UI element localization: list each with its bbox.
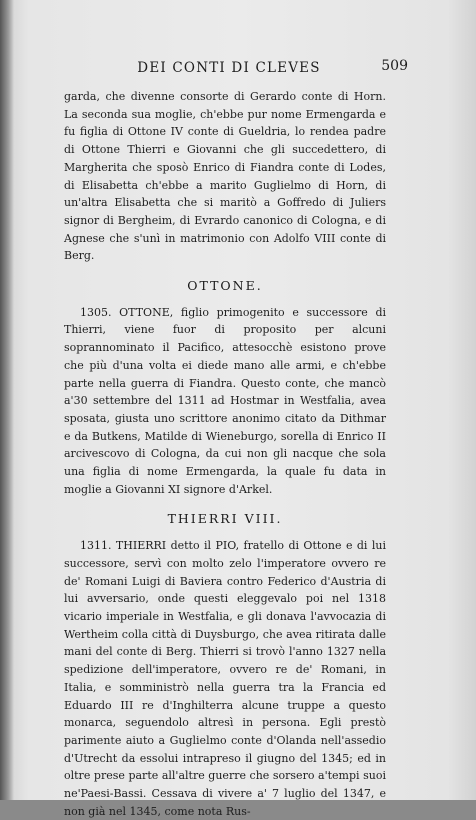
running-title: DEI CONTI DI CLEVES [137, 60, 321, 76]
section-heading-thierri-viii: THIERRI VIII. [167, 511, 283, 527]
section-heading-ottone: OTTONE. [187, 278, 263, 294]
paragraph-thierri-viii: 1311. THIERRI detto il PIO, fratello di Ottone e di lui successore, servì con molto zelo l'imperatore ovvero re de' Romani Luigi di Baviera contro Federico d'Austria di lui avversario, onde questi eleggevalo poi nel 1318 vicario imperiale in Westfalia, e gli donava l'avvocazia di Wertheim colla città di Duysburgo, che avea ritirata dalle mani del conte di Berg. Thierri si trovò l'anno 1327 nella spedizione dell'imperatore, ovvero re de' Romani, in Italia, e somministrò nella guerra tra la Francia ed Eduardo III re d'Inghilterra alcune truppe a questo monarca, seguendolo altresì in persona. Egli prestò parimente aiuto a Guglielmo conte d'Olanda nell'assedio d'Utrecht da essolui intrapreso il giugno del 1345; ed in oltre prese parte all'altre guerre che sorsero a'tempi suoi ne'Paesi-Bassi. Cessava di vivere a' 7 luglio del 1347, e non già nel 1345, come nota Rus- [64, 539, 386, 818]
page-gutter [0, 0, 14, 800]
page-body [64, 88, 386, 820]
page-header [76, 58, 408, 80]
page-number: 509 [381, 58, 408, 74]
paragraph-continuation: garda, che divenne consorte di Gerardo conte di Horn. La seconda sua moglie, ch'ebbe pur nome Ermengarda e fu figlia di Ottone IV conte di Gueldria, lo rendea padre di Ottone Thierri e Giovanni che gli succedettero, di Margherita che sposò Enrico di Fiandra conte di Lodes, di Elisabetta ch'ebbe a marito Guglielmo di Horn, di un'altra Elisabetta che si maritò a Goffredo di Juliers signor di Bergheim, di Evrardo canonico di Cologna, e di Agnese che s'unì in matrimonio con Adolfo VIII conte di Berg. [64, 90, 386, 263]
paragraph-ottone: 1305. OTTONE, figlio primogenito e successore di Thierri, viene fuor di proposito per alcuni soprannominato il Pacifico, attesocchè esistono prove che più d'una volta ei diede mano alle armi, e ch'ebbe parte nella guerra di Fiandra. Questo conte, che mancò a'30 settembre del 1311 ad Hostmar in Westfalia, avea sposata, giusta uno scrittore anonimo citato da Dithmar e da Butkens, Matilde di Wieneburgo, sorella di Enrico II arcivescovo di Cologna, da cui non gli nacque che sola una figlia di nome Ermengarda, la quale fu data in moglie a Giovanni XI signore d'Arkel. [64, 305, 386, 496]
